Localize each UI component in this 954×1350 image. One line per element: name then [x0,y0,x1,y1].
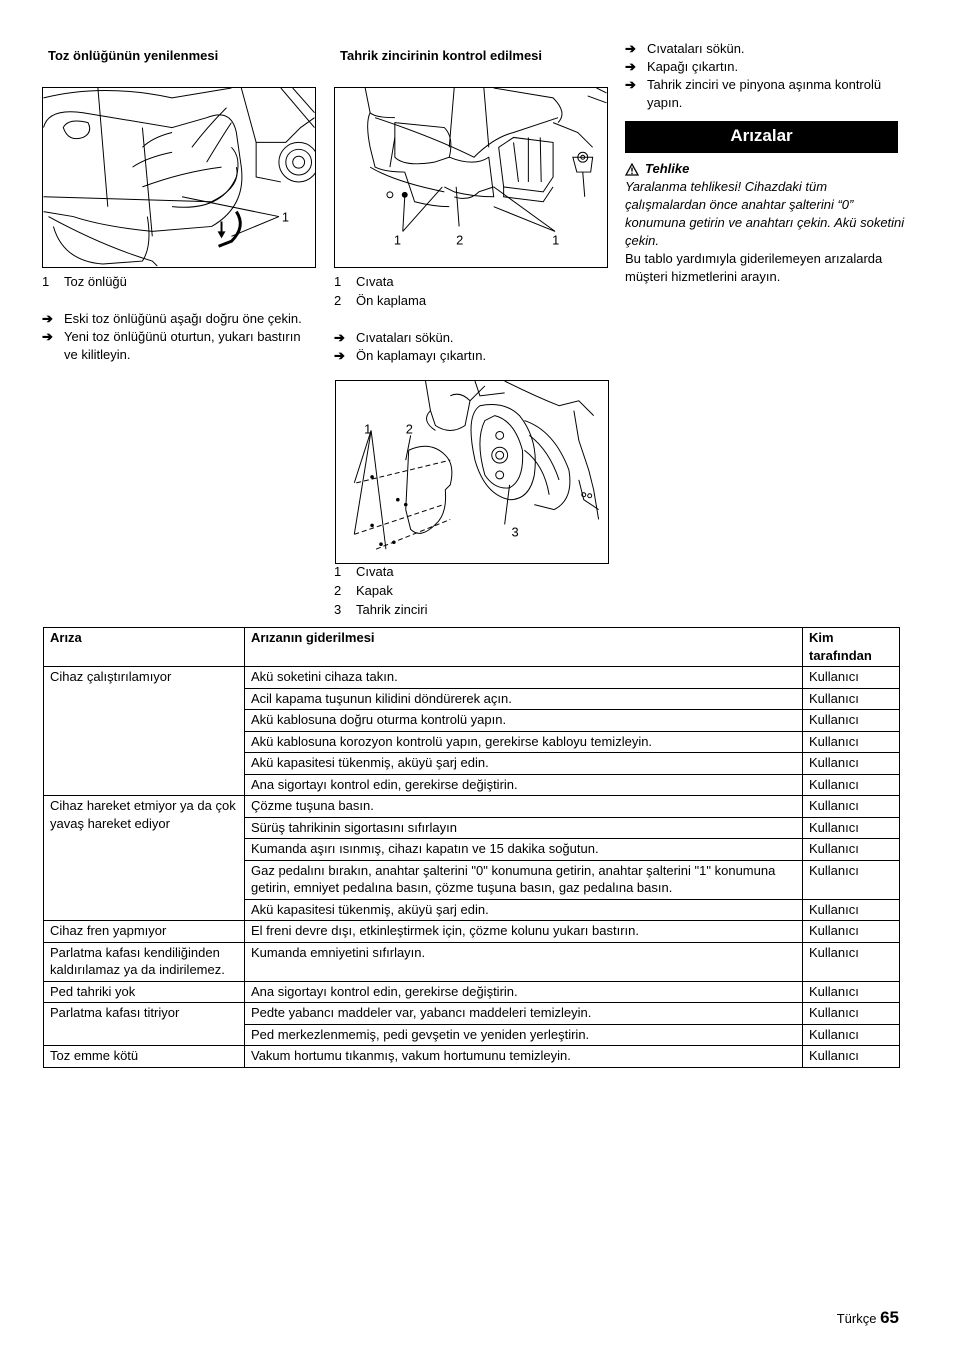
arrow-right-icon: ➔ [42,329,53,344]
page-number: 65 [880,1308,899,1327]
footer-language: Türkçe [836,1311,877,1326]
by-cell: Kullanıcı [803,981,900,1003]
figure-front-cover [334,87,608,268]
callout-1b: 1 [552,232,560,248]
arrow-right-icon: ➔ [625,77,636,92]
by-cell: Kullanıcı [803,942,900,981]
legend-item: 1 Cıvata [334,274,394,289]
arrow-right-icon: ➔ [625,41,636,56]
fault-cell: Cihaz hareket etmiyor ya da çok yavaş hareket ediyor [44,796,245,921]
remedy-cell: Akü soketini cihaza takın. [245,667,803,689]
steps-dust-skirt [42,310,316,364]
table-row [44,981,900,1003]
callout-3: 3 [511,524,519,540]
danger-text: Yaralanma tehlikesi! Cihazdaki tüm çalışmalardan önce anahtar şalterini “0” konumuna getirin ve anahtarı çekin. Akü soketini çekin. [625,179,905,248]
fault-cell: Cihaz çalıştırılamıyor [44,667,245,796]
table-row [44,796,900,818]
page-footer [837,1308,899,1328]
table-row [44,1046,900,1068]
remedy-cell: Sürüş tahrikinin sigortasını sıfırlayın [245,817,803,839]
section-title-drive-chain: Tahrik zincirinin kontrol edilmesi [340,48,543,63]
remedy-cell: Çözme tuşuna basın. [245,796,803,818]
by-cell: Kullanıcı [803,921,900,943]
by-cell: Kullanıcı [803,731,900,753]
table-row [44,942,900,981]
remedy-cell: El freni devre dışı, etkinleştirmek için, çözme kolunu yukarı bastırın. [245,921,803,943]
by-cell: Kullanıcı [803,899,900,921]
by-cell: Kullanıcı [803,774,900,796]
remedy-cell: Kumanda aşırı ısınmış, cihazı kapatın ve 15 dakika soğutun. [245,839,803,861]
by-cell: Kullanıcı [803,796,900,818]
legend-item: 1 Cıvata [334,564,394,579]
legend-item: 3 Tahrik zinciri [334,602,428,617]
table-row [44,1003,900,1025]
legend-front-cover [334,272,608,310]
fault-table [43,627,900,1068]
by-cell: Kullanıcı [803,688,900,710]
legend-chain-cover [334,562,608,619]
by-cell: Kullanıcı [803,1024,900,1046]
fault-cell: Toz emme kötü [44,1046,245,1068]
warning-triangle-icon [625,163,639,176]
table-header-row [44,628,900,667]
legend-item: 2 Ön kaplama [334,293,427,308]
legend-item: 2 Kapak [334,583,393,598]
by-cell: Kullanıcı [803,817,900,839]
steps-front-cover [334,329,608,365]
figure-dust-skirt [42,87,316,268]
arrow-right-icon: ➔ [334,330,345,345]
fault-cell: Parlatma kafası kendiliğinden kaldırılamaz ya da indirilemez. [44,942,245,981]
section-title-dust-skirt: Toz önlüğünün yenilenmesi [48,48,219,63]
step-item: ➔ Eski toz önlüğünü aşağı doğru öne çekin. [42,311,302,326]
callout-1: 1 [281,209,290,225]
legend-dust-skirt [42,272,316,291]
by-cell: Kullanıcı [803,667,900,689]
figure-chain-cover [335,380,609,564]
by-cell: Kullanıcı [803,1003,900,1025]
remedy-cell: Gaz pedalını bırakın, anahtar şalterini "0" konumuna getirin, anahtar şalterini "1" konumuna getirin, emniyet pedalına basın, çözme tuşuna basın, gaz pedalına basın. [245,860,803,899]
danger-notice [625,160,905,286]
chain-cover-illustration [336,381,608,563]
header-fault: Arıza [44,628,245,667]
customer-service-note: Bu tablo yardımıyla giderilemeyen arızalarda müşteri hizmetlerini arayın. [625,251,883,284]
callout-1: 1 [364,421,372,437]
by-cell: Kullanıcı [803,710,900,732]
steps-chain-check [625,40,905,112]
machine-front-illustration [335,88,607,267]
remedy-cell: Acil kapama tuşunun kilidini döndürerek açın. [245,688,803,710]
remedy-cell: Akü kapasitesi tükenmiş, aküyü şarj edin. [245,899,803,921]
callout-1: 1 [393,232,402,248]
remedy-cell: Pedte yabancı maddeler var, yabancı maddeleri temizleyin. [245,1003,803,1025]
remedy-cell: Ped merkezlenmemiş, pedi gevşetin ve yeniden yerleştirin. [245,1024,803,1046]
arrow-right-icon: ➔ [42,311,53,326]
fault-cell: Ped tahriki yok [44,981,245,1003]
by-cell: Kullanıcı [803,1046,900,1068]
remedy-cell: Akü kablosuna korozyon kontrolü yapın, gerekirse kabloyu temizleyin. [245,731,803,753]
step-item: ➔ Yeni toz önlüğünü oturtun, yukarı bastırın ve kilitleyin. [42,329,301,362]
remedy-cell: Akü kablosuna doğru oturma kontrolü yapın. [245,710,803,732]
step-item: ➔ Cıvataları sökün. [625,41,745,56]
table-row [44,921,900,943]
by-cell: Kullanıcı [803,839,900,861]
table-row [44,667,900,689]
remedy-cell: Akü kapasitesi tükenmiş, aküyü şarj edin. [245,753,803,775]
machine-illustration [43,88,315,267]
legend-item: 1 Toz önlüğü [42,274,127,289]
remedy-cell: Ana sigortayı kontrol edin, gerekirse değiştirin. [245,981,803,1003]
remedy-cell: Vakum hortumu tıkanmış, vakum hortumunu temizleyin. [245,1046,803,1068]
arrow-right-icon: ➔ [625,59,636,74]
by-cell: Kullanıcı [803,753,900,775]
step-item: ➔ Ön kaplamayı çıkartın. [334,348,487,363]
header-remedy: Arızanın giderilmesi [245,628,803,667]
arrow-right-icon: ➔ [334,348,345,363]
danger-heading: Tehlike [625,160,905,178]
header-by-whom: Kim tarafından [803,628,900,667]
by-cell: Kullanıcı [803,860,900,899]
step-item: ➔ Tahrik zinciri ve pinyona aşınma kontrolü yapın. [625,77,882,110]
section-banner-faults: Arızalar [625,121,898,153]
step-item: ➔ Kapağı çıkartın. [625,59,739,74]
step-item: ➔ Cıvataları sökün. [334,330,454,345]
fault-cell: Cihaz fren yapmıyor [44,921,245,943]
callout-2: 2 [405,421,413,437]
remedy-cell: Kumanda emniyetini sıfırlayın. [245,942,803,981]
callout-2: 2 [456,232,464,248]
remedy-cell: Ana sigortayı kontrol edin, gerekirse değiştirin. [245,774,803,796]
fault-cell: Parlatma kafası titriyor [44,1003,245,1046]
